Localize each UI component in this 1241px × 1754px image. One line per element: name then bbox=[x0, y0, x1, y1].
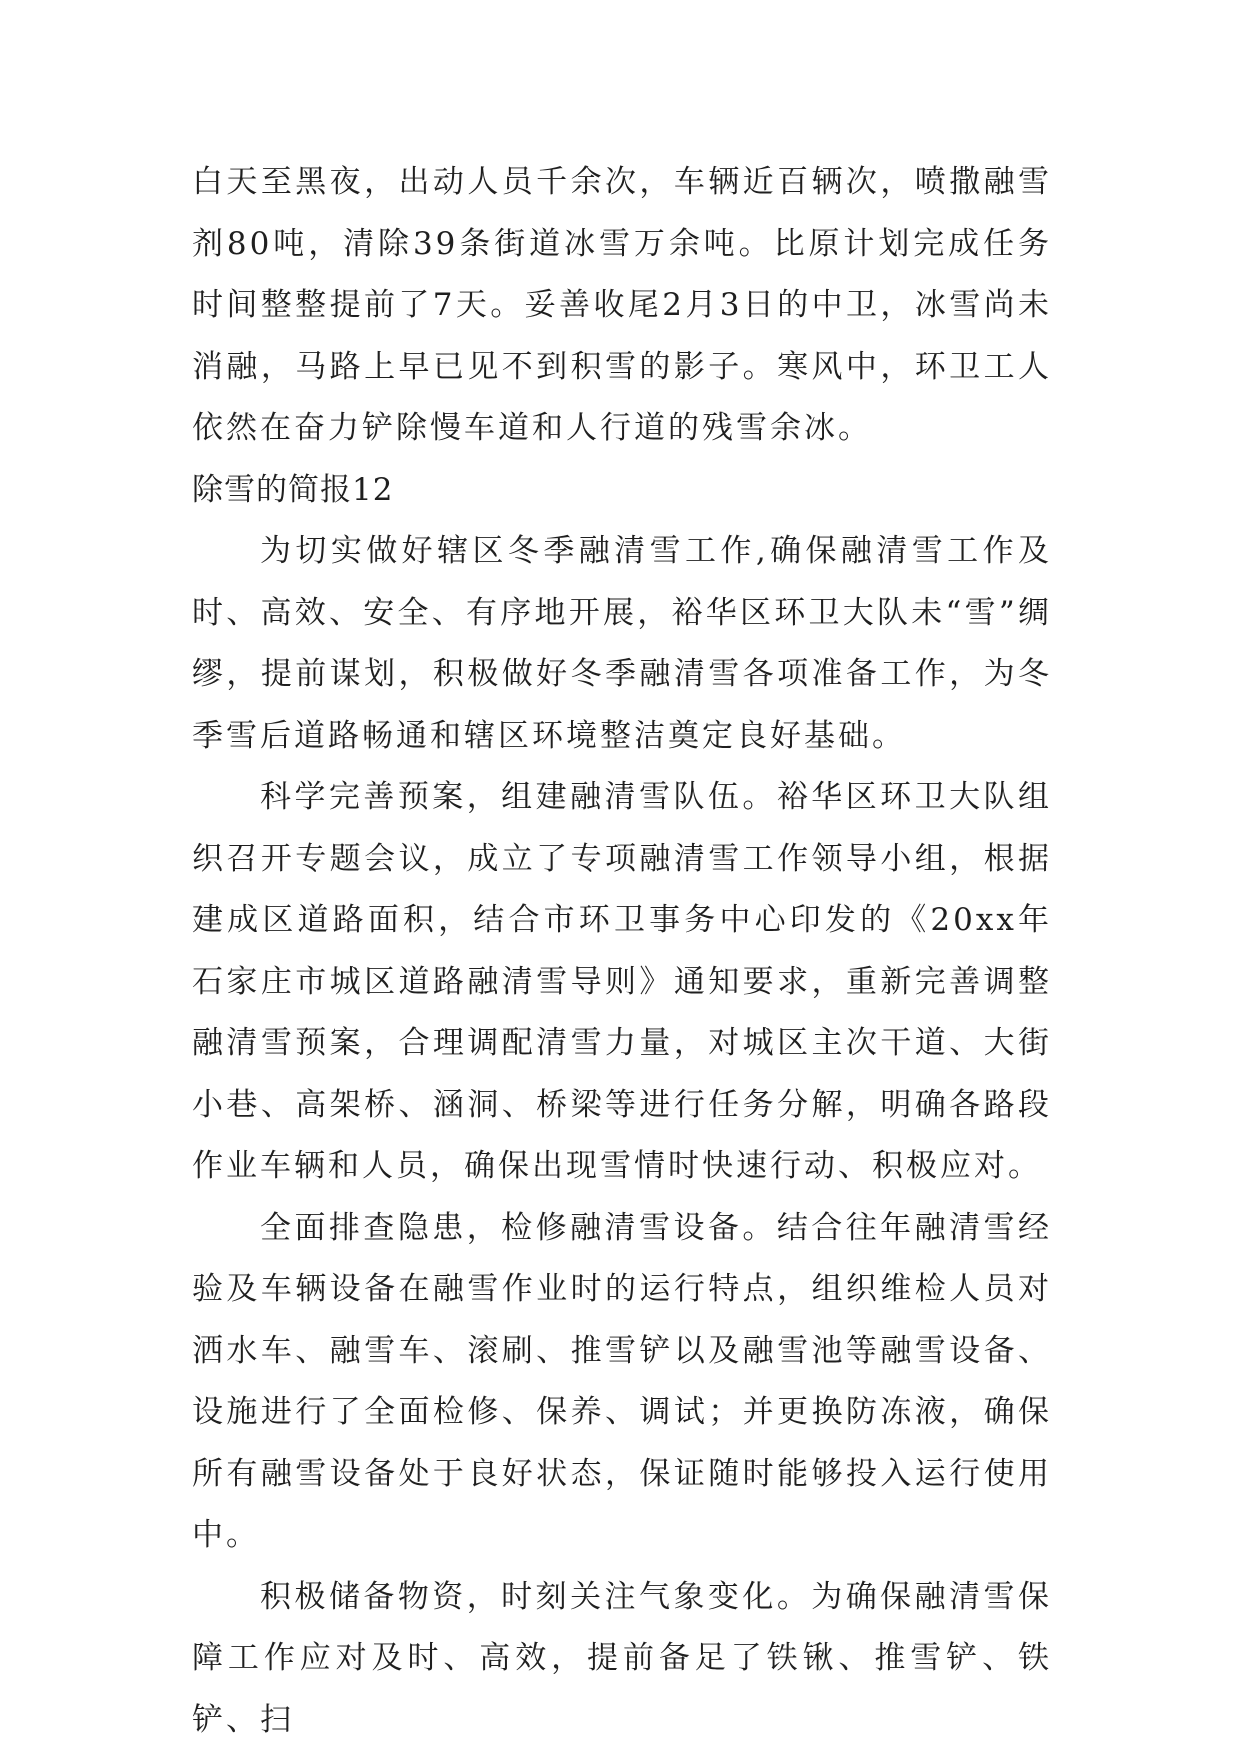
body-paragraph-1: 为切实做好辖区冬季融清雪工作,确保融清雪工作及时、高效、安全、有序地开展，裕华区环卫大队未“雪”绸缪，提前谋划，积极做好冬季融清雪各项准备工作，为冬季雪后道路畅通和辖区环境整洁奠定良好基础。 bbox=[192, 533, 1052, 754]
body-paragraph-2: 科学完善预案，组建融清雪队伍。裕华区环卫大队组织召开专题会议，成立了专项融清雪工作领导小组，根据建成区道路面积，结合市环卫事务中心印发的《20xx年石家庄市城区道路融清雪导则》通知要求，重新完善调整融清雪预案，合理调配清雪力量，对城区主次干道、大街小巷、高架桥、涵洞、桥梁等进行任务分解，明确各路段作业车辆和人员，确保出现雪情时快速行动、积极应对。 bbox=[192, 779, 1052, 1184]
continuation-paragraph: 白天至黑夜，出动人员千余次，车辆近百辆次，喷撒融雪剂80吨，清除39条街道冰雪万余吨。比原计划完成任务时间整整提前了7天。妥善收尾2月3日的中卫，冰雪尚未消融，马路上早已见不到积雪的影子。寒风中，环卫工人依然在奋力铲除慢车道和人行道的残雪余冰。 bbox=[192, 164, 1052, 446]
section-heading: 除雪的简报12 bbox=[192, 471, 394, 508]
document-body bbox=[192, 152, 1052, 1751]
body-paragraph-3: 全面排查隐患，检修融清雪设备。结合往年融清雪经验及车辆设备在融雪作业时的运行特点，组织维检人员对洒水车、融雪车、滚刷、推雪铲以及融雪池等融雪设备、设施进行了全面检修、保养、调试；并更换防冻液，确保所有融雪设备处于良好状态，保证随时能够投入运行使用中。 bbox=[192, 1209, 1052, 1553]
body-paragraph-4: 积极储备物资，时刻关注气象变化。为确保融清雪保障工作应对及时、高效，提前备足了铁锹、推雪铲、铁铲、扫 bbox=[192, 1578, 1052, 1738]
